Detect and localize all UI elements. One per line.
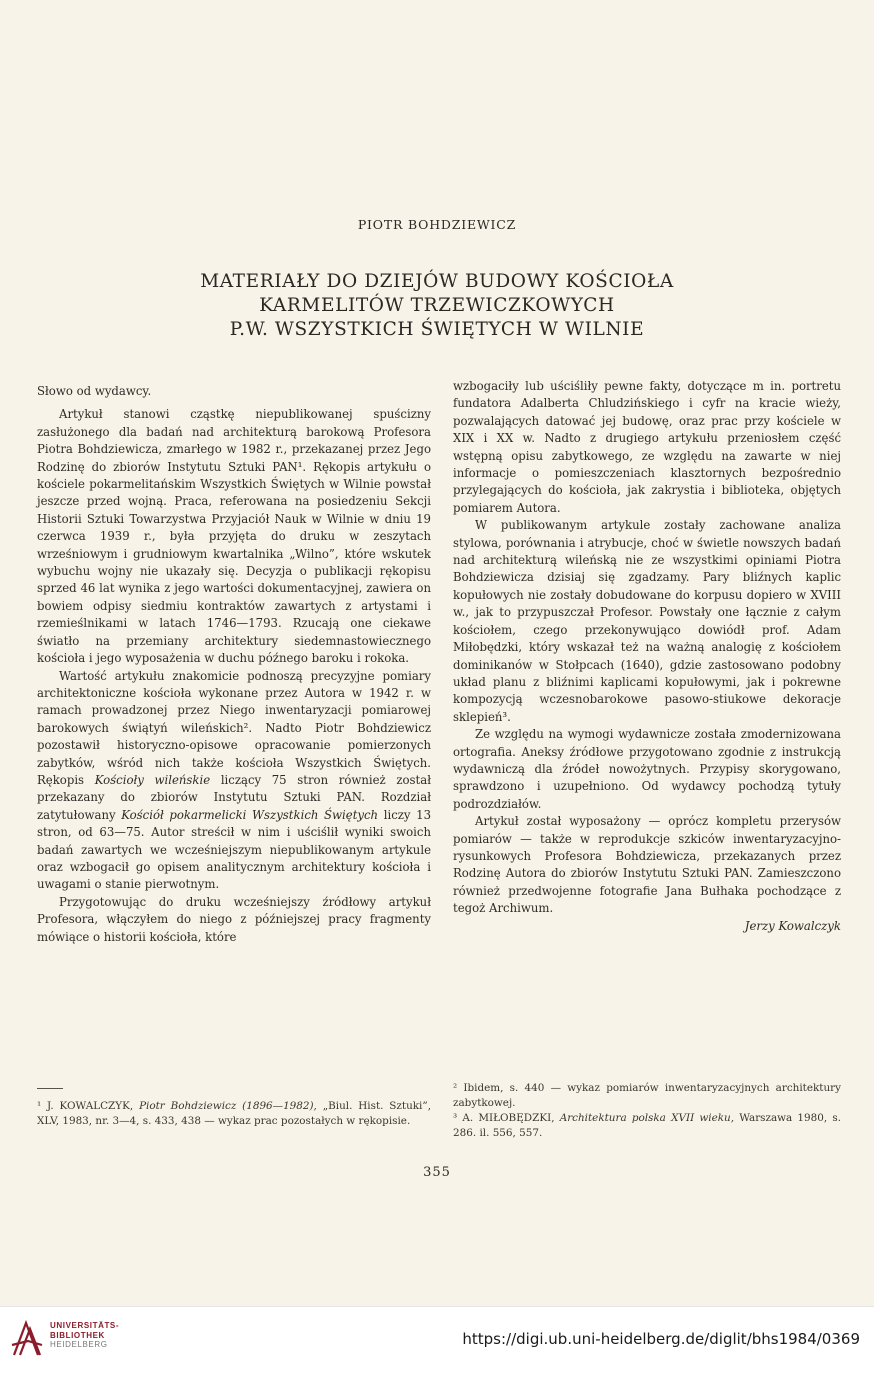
footnotes-right bbox=[453, 1081, 841, 1141]
editor-signature: Jerzy Kowalczyk bbox=[744, 918, 841, 933]
viewer-footer bbox=[0, 1306, 874, 1374]
university-library-logo-icon bbox=[10, 1319, 44, 1359]
logo-line: BIBLIOTHEK bbox=[50, 1330, 105, 1340]
logo-line: HEIDELBERG bbox=[50, 1340, 108, 1349]
title-line: MATERIAŁY DO DZIEJÓW BUDOWY KOŚCIOŁA bbox=[200, 271, 674, 292]
paragraph: W publikowanym artykule zostały zachowane analiza stylowa, porównania i atrybucje, choć w świetle nowszych badań nad architekturą wileńską nie ze wszystkimi opiniami Piotra Bohdziewicza dzisiaj się zgadzamy. Pary bliźnych kaplic kopułowych nie zostały dobudowane do korpusu dopiero w XVIII w., jak to przypuszczał Profesor. Powstały one łącznie z całym kościołem, czego przekonywująco dowiódł prof. Adam Miłobędzki, który wskazał też na ważną analogię z kościołem dominikanów w Stołpcach (1640), gdzie zastosowano podobny układ planu z bliźnimi kaplicami kopułowymi, jak i pokrewne kompozycją wczesnobarokowe pasowo-stiukowe dekoracje sklepień³. bbox=[453, 518, 841, 724]
paragraph: wzbogaciły lub uściśliły pewne fakty, dotyczące m in. portretu fundatora Adalberta Chludzińskiego i cyfr na kracie wieży, pozwalających datować jej budowę, oraz prac przy kościele w XIX i XX w. Nadto z drugiego artykułu przeniosłem część wstępną opisu zabytkowego, ze względu na zawarte w niej informacje o pomieszczeniach klasztornych bezpośrednio przylegających do kościoła, jak zakrystia i biblioteka, objętych pomiarem Autora. bbox=[453, 379, 841, 515]
footnotes-left bbox=[37, 1099, 431, 1129]
author-name: PIOTR BOHDZIEWICZ bbox=[357, 217, 517, 232]
paragraph: Artykuł został wyposażony — oprócz kompletu przerysów pomiarów — także w reprodukcje szkiców inwentaryzacyjno-rysunkowych Profesora Bohdziewicza, przekazanych przez Rodzinę Autora do zbiorów Instytutu Sztuki PAN. Zamieszczono również przedwojenne fotografie Jana Bułhaka pochodzące z tegoż Archiwum. bbox=[453, 814, 841, 916]
footnote-2: ² Ibidem, s. 440 — wykaz pomiarów inwentaryzacyjnych architektury zabytkowej. bbox=[453, 1082, 841, 1109]
library-logo-text bbox=[50, 1321, 119, 1350]
paragraph: Przygotowując do druku wcześniejszy źródłowy artykuł Profesora, włączyłem do niego z późniejszej pracy fragmenty mówiące o historii kościoła, które bbox=[37, 894, 431, 944]
page-number: 355 bbox=[423, 1165, 451, 1180]
paragraph: Ze względu na wymogi wydawnicze została zmodernizowana ortografia. Aneksy źródłowe przygotowano zgodnie z instrukcją wydawniczą dla źródeł nowożytnych. Przypisy skorygowano, sprawdzono i uzupełniono. Od wydawcy pochodzą tytuły podrozdziałów. bbox=[453, 727, 841, 811]
title-line: P.W. WSZYSTKICH ŚWIĘTYCH W WILNIE bbox=[229, 319, 645, 340]
footnote-rule bbox=[37, 1088, 63, 1089]
footnote-3: ³ A. MIŁOBĘDZKI, Architektura polska XVII wieku, Warszawa 1980, s. 286. il. 556, 557. bbox=[453, 1112, 841, 1139]
title-line: KARMELITÓW TRZEWICZKOWYCH bbox=[259, 295, 615, 316]
logo-line: UNIVERSITÄTS- bbox=[50, 1321, 120, 1330]
paragraph: Artykuł stanowi cząstkę niepublikowanej spuścizny zasłużonego dla badań nad architekturą barokową Profesora Piotra Bohdziewicza, zmarłego w 1982 r., przekazanej przez Jego Rodzinę do zbiorów Instytutu Sztuki PAN¹. Rękopis artykułu o kościele pokarmelitańskim Wszystkich Świętych w Wilnie powstał jeszcze przed wojną. Praca, referowana na posiedzeniu Sekcji Historii Sztuki Towarzystwa Przyjaciół Nauk w Wilnie w dniu 19 czerwca 1939 r., była przyjęta do druku w zeszytach wrześniowym i grudniowym kwartalnika „Wilno”, które wskutek wybuchu wojny nie ukazały się. Decyzja o publikacji rękopisu sprzed 46 lat wynika z jego wartości dokumentacyjnej, zawiera on bowiem odpisy siedmiu kontraktów zawartych z artystami i rzemieślnikami w latach 1746—1793. Rzucają one ciekawe światło na przemiany architektury siedemnastowiecznego kościoła i jego wyposażenia w duchu późnego baroku i rokoka. bbox=[37, 407, 431, 666]
right-column bbox=[453, 378, 841, 935]
paragraph: Wartość artykułu znakomicie podnoszą precyzyjne pomiary architektoniczne kościoła wykonane przez Autora w 1942 r. w ramach prowadzonej przez Niego inwentaryzacji pomiarowej barokowych świątyń wileńskich². Nadto Piotr Bohdziewicz pozostawił historyczno-opisowe opracowanie pomierzonych zabytków, wśród nich także kościoła Wszystkich Świętych. Rękopis Kościoły wileńskie liczący 75 stron również został przekazany do zbiorów Instytutu Sztuki PAN. Rozdział zatytułowany Kościół pokarmelicki Wszystkich Świętych liczy 13 stron, od 63—75. Autor streścił w nim i uściślił wyniki swoich badań zawartych we wcześniejszym niepublikowanym artykule oraz wzbogacił go opisem analitycznym architektury kościoła i uwagami o stanie pierwotnym. bbox=[37, 668, 432, 892]
article-title bbox=[0, 270, 874, 342]
editor-note-heading: Słowo od wydawcy. bbox=[37, 384, 152, 398]
permalink-url[interactable]: https://digi.ub.uni-heidelberg.de/diglit/bhs1984/0369 bbox=[462, 1330, 860, 1348]
left-column bbox=[37, 383, 431, 946]
footnote-1: ¹ J. KOWALCZYK, Piotr Bohdziewicz (1896—1982), „Biul. Hist. Sztuki”, XLV, 1983, nr. 3—4, s. 433, 438 — wykaz prac pozostałych w rękopisie. bbox=[37, 1100, 431, 1127]
